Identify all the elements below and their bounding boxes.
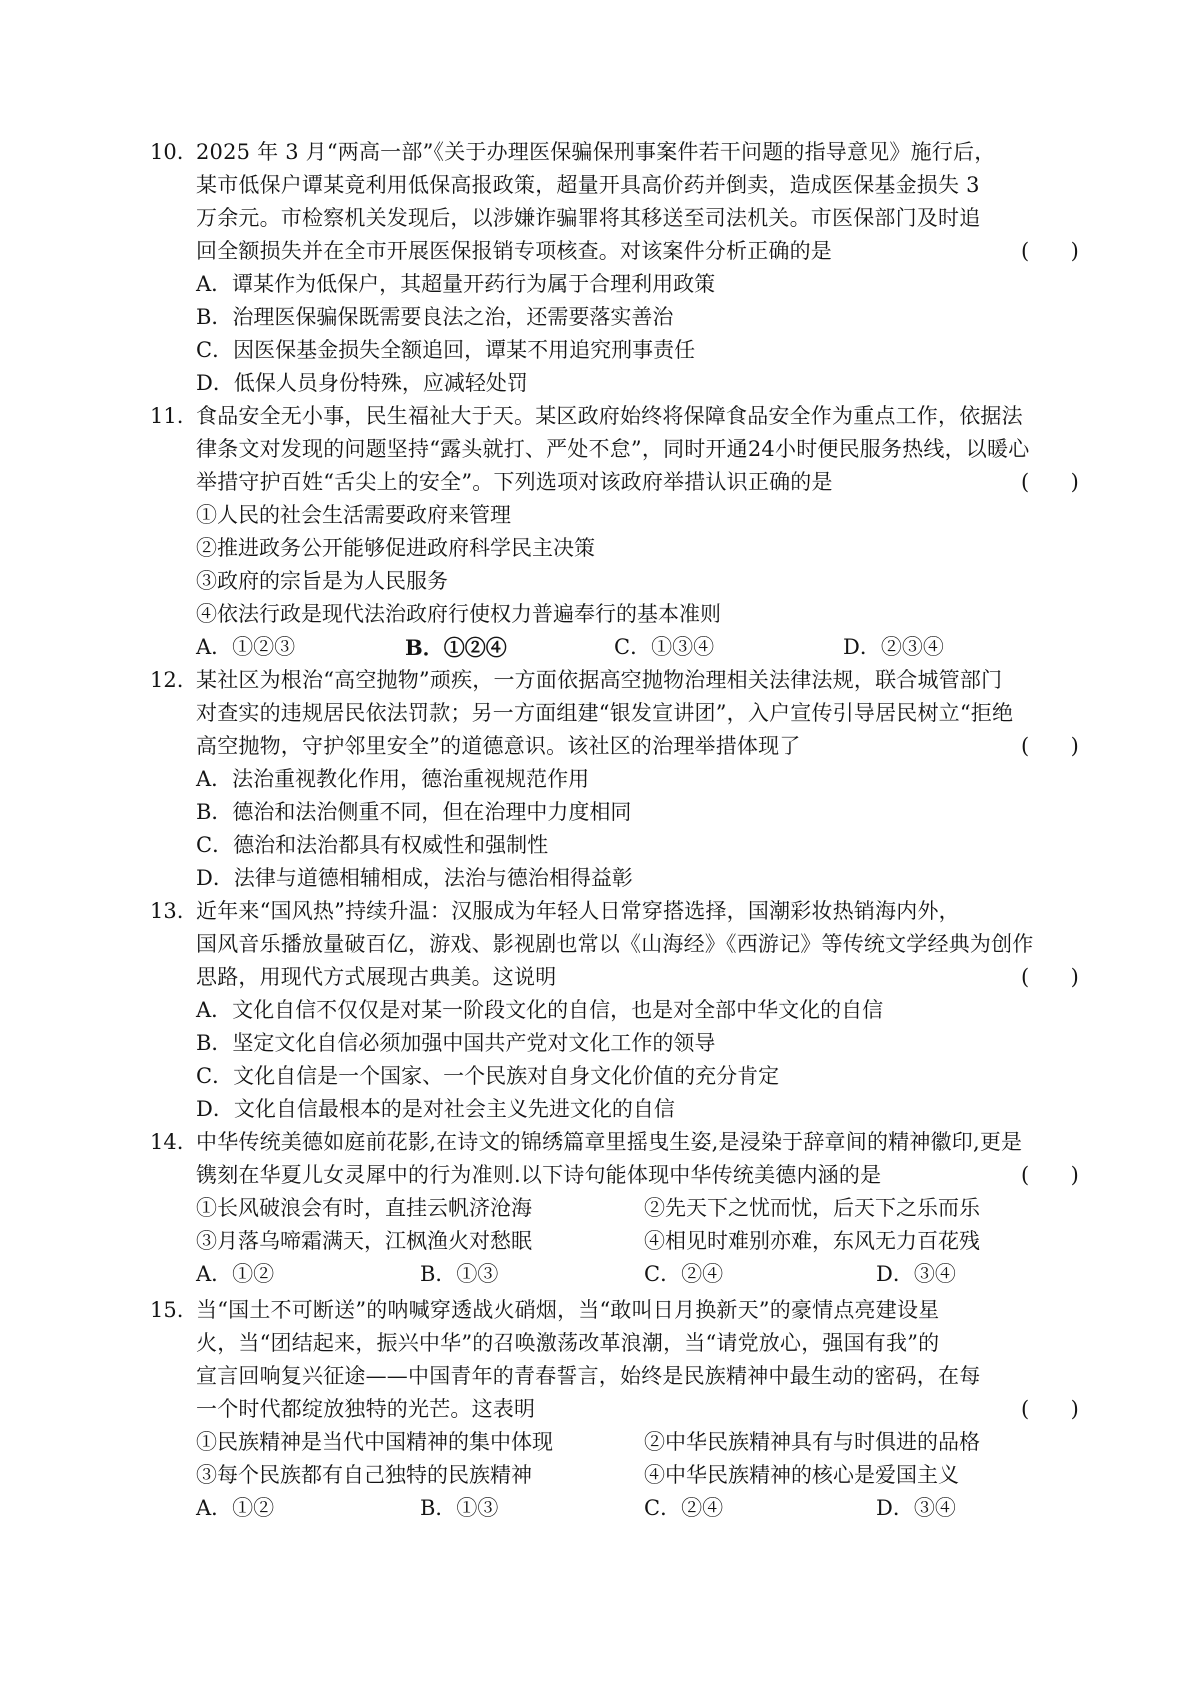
question-stem-line: 镌刻在华夏儿女灵犀中的行为准则.以下诗句能体现中华传统美德内涵的是: [196, 1163, 882, 1187]
choice-c: C．②④: [644, 1496, 724, 1520]
choice-c: C．①③④: [614, 635, 715, 659]
question-stem-line: 当“国土不可断送”的呐喊穿透战火硝烟，当“敢叫日月换新天”的豪情点亮建设星: [196, 1298, 940, 1322]
question-stem-line: 律条文对发现的问题坚持“露头就打、严处不怠”，同时开通24小时便民服务热线，以暖心: [196, 437, 1030, 461]
question-13: [150, 895, 1079, 1126]
question-number: 13.: [150, 899, 184, 923]
statement-2: ②推进政务公开能够促进政府科学民主决策: [196, 536, 595, 560]
option-b: B．坚定文化自信必须加强中国共产党对文化工作的领导: [196, 1031, 716, 1055]
option-c: C．因医保基金损失全额追回，谭某不用追究刑事责任: [196, 338, 696, 362]
question-stem-line: 近年来“国风热”持续升温：汉服成为年轻人日常穿搭选择，国潮彩妆热销海内外，: [196, 899, 960, 923]
question-11: [150, 400, 1079, 664]
question-12: [150, 664, 1079, 895]
answer-blank: ( ): [1020, 734, 1079, 758]
answer-blank: ( ): [1020, 1397, 1079, 1421]
option-a: A．谭某作为低保户，其超量开药行为属于合理利用政策: [196, 272, 716, 296]
question-number: 11.: [150, 404, 184, 428]
choice-d: D．③④: [876, 1262, 956, 1286]
question-stem-line: 回全额损失并在全市开展医保报销专项核查。对该案件分析正确的是: [196, 239, 832, 263]
question-stem-line: 2025 年 3 月“两高一部”《关于办理医保骗保刑事案件若干问题的指导意见》施行后，: [196, 140, 996, 164]
option-b: B．德治和法治侧重不同，但在治理中力度相同: [196, 800, 632, 824]
question-stem-line: 某市低保户谭某竟利用低保高报政策，超量开具高价药并倒卖，造成医保基金损失 3: [196, 173, 980, 197]
question-number: 12.: [150, 668, 184, 692]
question-number: 10.: [150, 140, 184, 164]
question-15: [150, 1294, 1079, 1525]
choice-b: B．①③: [420, 1262, 499, 1286]
choice-a: A．①②: [196, 1496, 275, 1520]
question-stem-line: 一个时代都绽放独特的光芒。这表明: [196, 1397, 536, 1421]
statement-1: ①人民的社会生活需要政府来管理: [196, 503, 511, 527]
choice-a: A．①②③: [196, 635, 296, 659]
question-stem-line: 食品安全无小事，民生福祉大于天。某区政府始终将保障食品安全作为重点工作，依据法: [196, 404, 1023, 428]
statement-1: ①民族精神是当代中国精神的集中体现: [196, 1430, 553, 1454]
option-d: D．文化自信最根本的是对社会主义先进文化的自信: [196, 1097, 675, 1121]
choice-a: A．①②: [196, 1262, 275, 1286]
answer-blank: ( ): [1020, 965, 1079, 989]
answer-blank: ( ): [1020, 1163, 1079, 1187]
option-d: D．低保人员身份特殊，应减轻处罚: [196, 371, 528, 395]
statement-4: ④相见时难别亦难，东风无力百花残: [644, 1229, 980, 1253]
option-d: D．法律与道德相辅相成，法治与德治相得益彰: [196, 866, 633, 890]
option-b: B．治理医保骗保既需要良法之治，还需要落实善治: [196, 305, 674, 329]
answer-blank: ( ): [1020, 470, 1079, 494]
question-number: 14.: [150, 1130, 184, 1154]
statement-2: ②中华民族精神具有与时俱进的品格: [644, 1430, 980, 1454]
statement-4: ④中华民族精神的核心是爱国主义: [644, 1463, 959, 1487]
question-10: [150, 136, 1079, 400]
choice-c: C．②④: [644, 1262, 724, 1286]
question-stem-line: 高空抛物，守护邻里安全”的道德意识。该社区的治理举措体现了: [196, 734, 801, 758]
question-number: 15.: [150, 1298, 184, 1322]
question-stem-line: 中华传统美德如庭前花影,在诗文的锦绣篇章里摇曳生姿,是浸染于辞章间的精神徽印,更是: [196, 1130, 1023, 1154]
question-stem-line: 宣言回响复兴征途——中国青年的青春誓言，始终是民族精神中最生动的密码，在每: [196, 1364, 981, 1388]
option-a: A．文化自信不仅仅是对某一阶段文化的自信，也是对全部中华文化的自信: [196, 998, 884, 1022]
question-stem-line: 某社区为根治“高空抛物”顽疾，一方面依据高空抛物治理相关法律法规，联合城管部门: [196, 668, 1003, 692]
question-stem-line: 万余元。市检察机关发现后，以涉嫌诈骗罪将其移送至司法机关。市医保部门及时追: [196, 206, 981, 230]
question-stem-line: 举措守护百姓“舌尖上的安全”。下列选项对该政府举措认识正确的是: [196, 470, 833, 494]
choice-b: B．①③: [420, 1496, 499, 1520]
statement-3: ③政府的宗旨是为人民服务: [196, 569, 448, 593]
statement-3: ③月落乌啼霜满天，江枫渔火对愁眠: [196, 1229, 532, 1253]
choice-d: D．③④: [876, 1496, 956, 1520]
statement-1: ①长风破浪会有时，直挂云帆济沧海: [196, 1196, 532, 1220]
statement-4: ④依法行政是现代法治政府行使权力普遍奉行的基本准则: [196, 602, 721, 626]
option-a: A．法治重视教化作用，德治重视规范作用: [196, 767, 590, 791]
question-stem-line: 思路，用现代方式展现古典美。这说明: [196, 965, 557, 989]
choice-b: B．①②④: [405, 635, 507, 660]
question-stem-line: 国风音乐播放量破百亿，游戏、影视剧也常以《山海经》《西游记》等传统文学经典为创作: [196, 932, 1034, 956]
question-stem-line: 对查实的违规居民依法罚款；另一方面组建“银发宣讲团”，入户宣传引导居民树立“拒绝: [196, 701, 1014, 725]
question-14: [150, 1126, 1079, 1291]
option-c: C．德治和法治都具有权威性和强制性: [196, 833, 549, 857]
statement-3: ③每个民族都有自己独特的民族精神: [196, 1463, 532, 1487]
choice-d: D．②③④: [843, 635, 944, 659]
option-c: C．文化自信是一个国家、一个民族对自身文化价值的充分肯定: [196, 1064, 780, 1088]
answer-blank: ( ): [1020, 239, 1079, 263]
statement-2: ②先天下之忧而忧，后天下之乐而乐: [644, 1196, 980, 1220]
question-stem-line: 火，当“团结起来，振兴中华”的召唤激荡改革浪潮，当“请党放心，强国有我”的: [196, 1331, 940, 1355]
